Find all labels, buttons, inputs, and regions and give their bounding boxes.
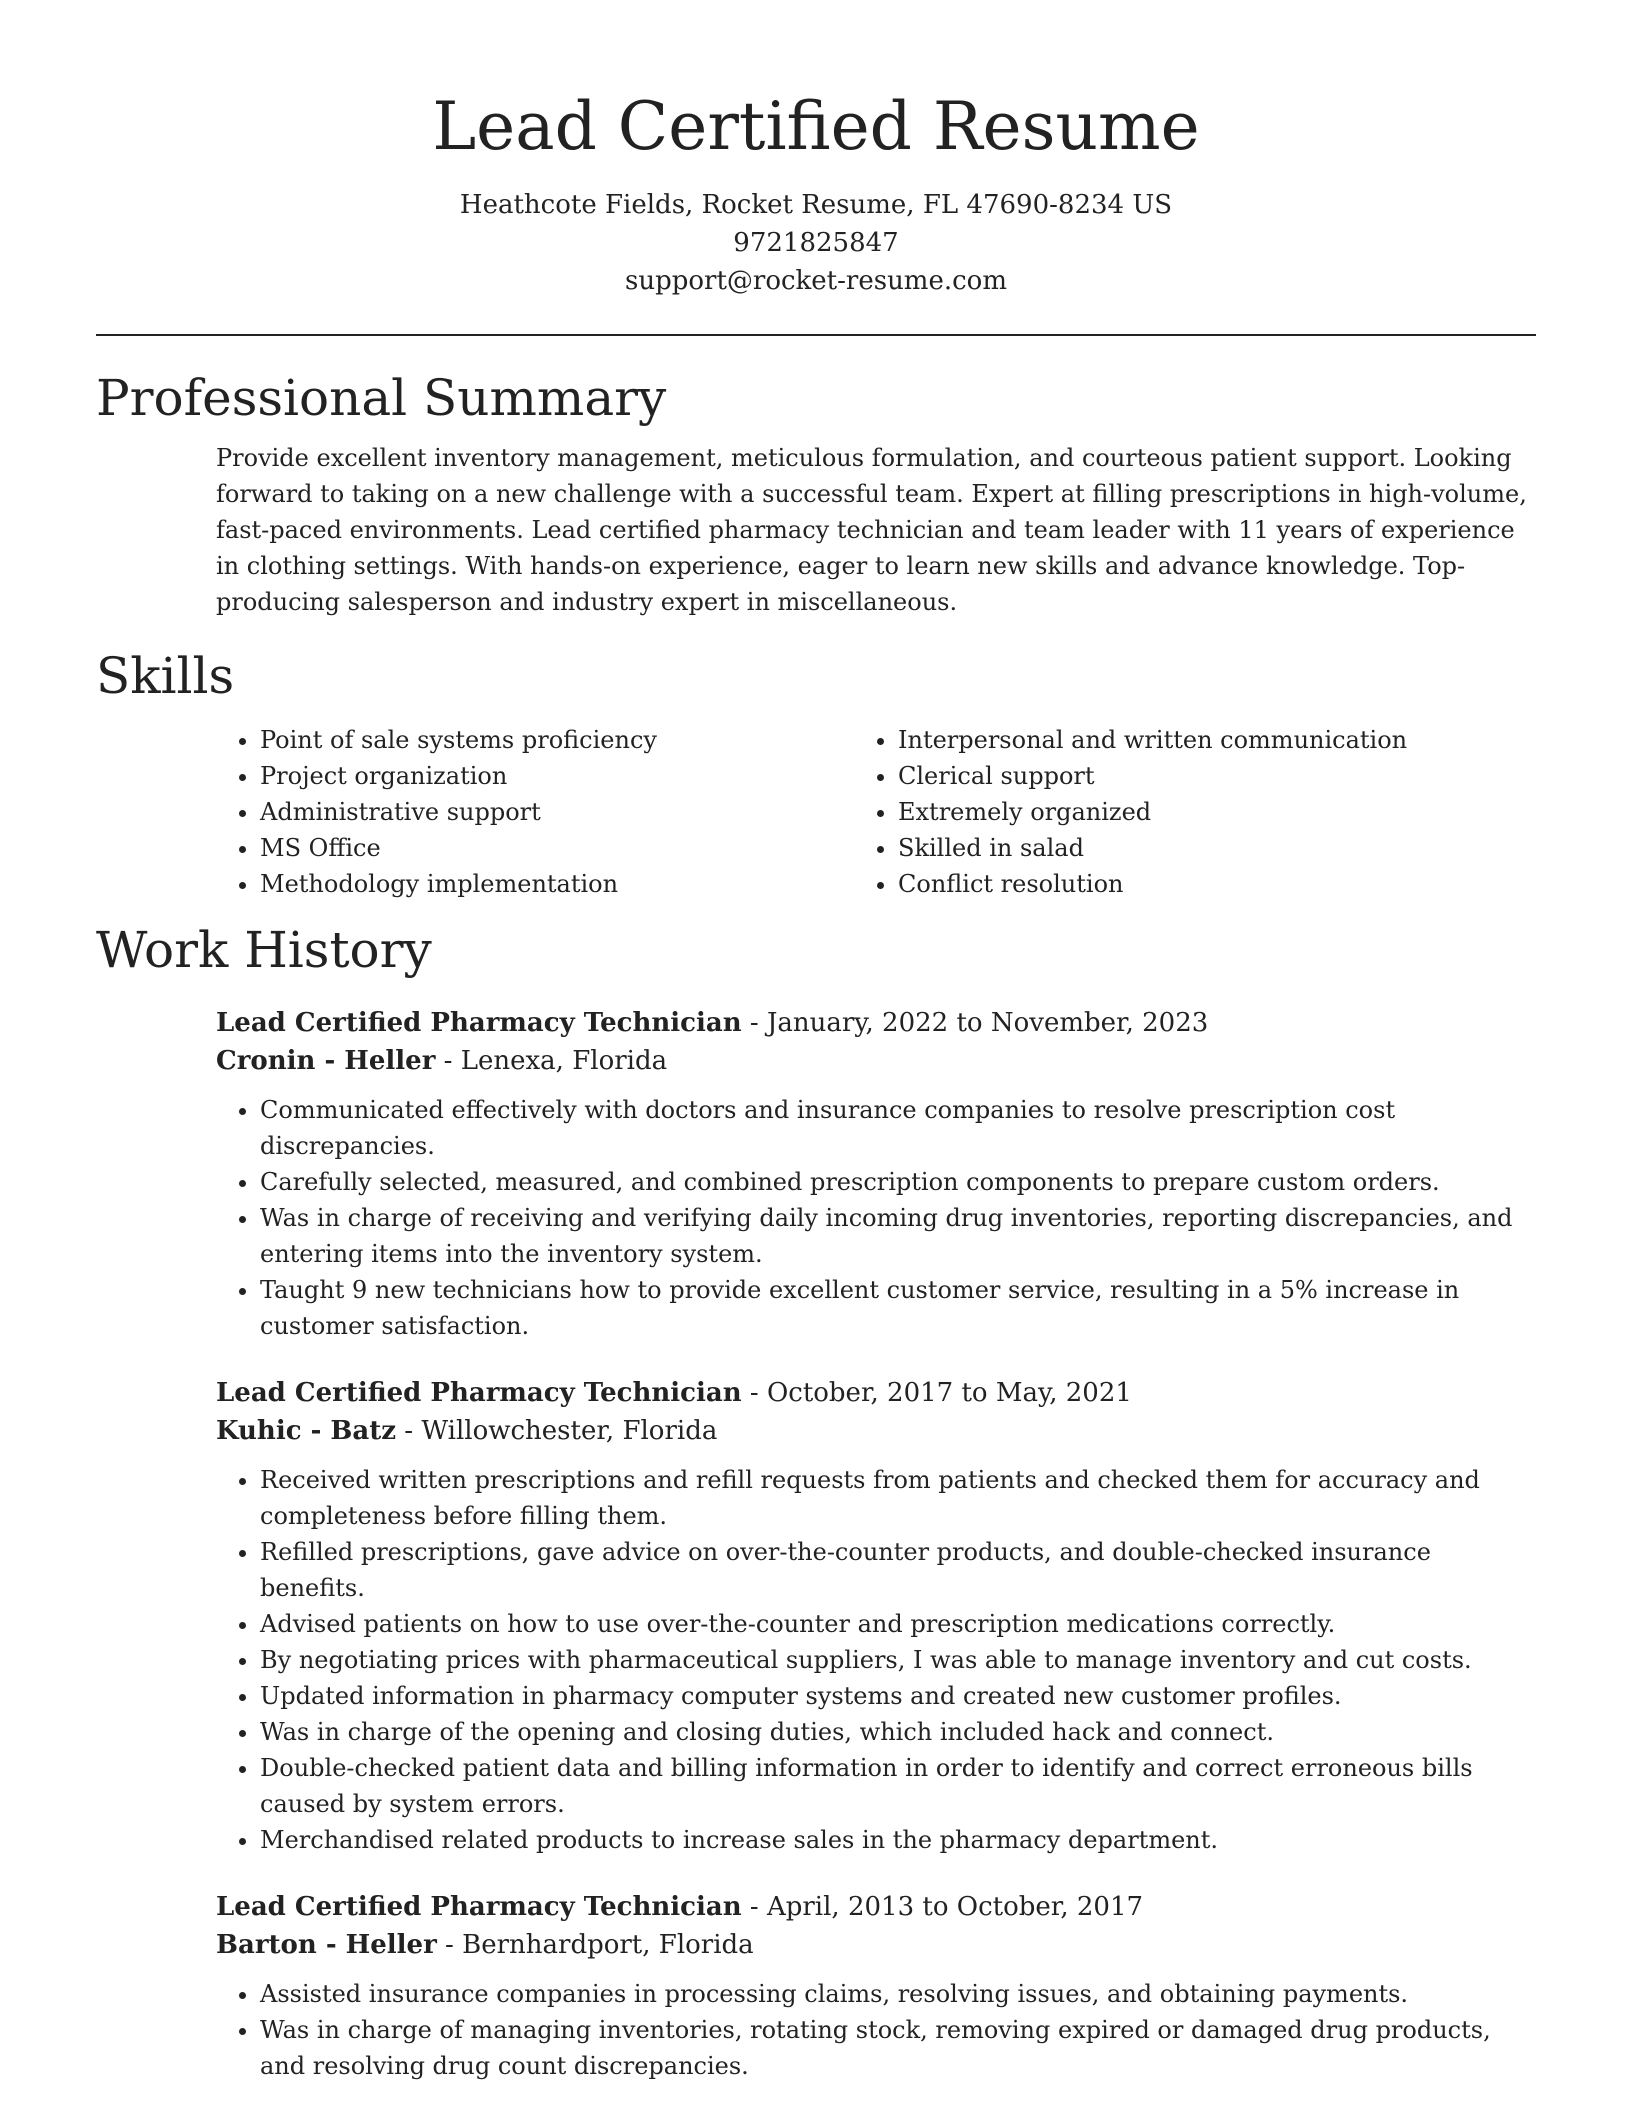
summary-text: Provide excellent inventory management, meticulous formulation, and courteous patient support. Looking forward to taking on a new challenge with a successful team. Expert at filling prescriptions in high-volume, fast-paced environments. Lead certified pharmacy technician and team leader with 11 years of experience in clothing settings. With hands-on experience, eager to learn new skills and advance knowledge. Top-producing salesperson and industry expert in miscellaneous. [216,444,1527,616]
job-dates: - October, 2017 to May, 2021 [741,1378,1132,1408]
skills-column-left [216,722,898,902]
job-location: - Bernhardport, Florida [436,1930,754,1960]
skill-item: • Project organization [260,758,898,794]
skills-column-right [898,722,1536,902]
job-company: Barton - Heller [216,1930,437,1960]
job-entry [216,1004,1536,1344]
job-bullet: • Was in charge of receiving and verifying daily incoming drug inventories, reporting discrepancies, and entering items into the inventory system. [260,1200,1536,1272]
job-bullet: • By negotiating prices with pharmaceutical suppliers, I was able to manage inventory and cut costs. [260,1642,1536,1678]
resume-name: Lead Certified Resume [432,88,1200,165]
contact-block [96,186,1536,300]
skill-item: • Clerical support [898,758,1536,794]
skill-item: • Methodology implementation [260,866,898,902]
job-role: Lead Certified Pharmacy Technician [216,1008,742,1038]
job-bullets [216,1092,1536,1344]
job-role: Lead Certified Pharmacy Technician [216,1378,742,1408]
job-location: - Lenexa, Florida [435,1046,668,1076]
job-bullets [216,1462,1536,1858]
job-bullets [216,1976,1536,2084]
job-bullet: • Updated information in pharmacy computer systems and created new customer profiles. [260,1678,1536,1714]
skill-item: • Administrative support [260,794,898,830]
skills-heading: Skills [96,647,235,705]
contact-phone: 9721825847 [733,228,899,258]
skill-item: • Extremely organized [898,794,1536,830]
job-bullet: • Refilled prescriptions, gave advice on over-the-counter products, and double-checked insurance benefits. [260,1534,1536,1606]
skill-item: • Interpersonal and written communication [898,722,1536,758]
job-bullet: • Advised patients on how to use over-the-counter and prescription medications correctly. [260,1606,1536,1642]
resume-header [96,0,1536,300]
job-bullet: • Was in charge of managing inventories, rotating stock, removing expired or damaged drug products, and resolving drug count discrepancies. [260,2012,1536,2084]
job-title-line [216,1374,1536,1412]
job-company-line [216,1412,1536,1450]
contact-email: support@rocket-resume.com [624,266,1007,296]
job-bullet: • Received written prescriptions and refill requests from patients and checked them for accuracy and completeness before filling them. [260,1462,1536,1534]
job-dates: - April, 2013 to October, 2017 [741,1892,1144,1922]
job-title-line [216,1004,1536,1042]
job-company-line [216,1042,1536,1080]
skill-item: • Skilled in salad [898,830,1536,866]
skills-list [216,722,1536,902]
job-entry [216,1374,1536,1858]
job-title-line [216,1888,1536,1926]
job-bullet: • Communicated effectively with doctors and insurance companies to resolve prescription cost discrepancies. [260,1092,1536,1164]
job-bullet: • Was in charge of the opening and closing duties, which included hack and connect. [260,1714,1536,1750]
resume-page [96,0,1536,2084]
job-bullet: • Taught 9 new technicians how to provide excellent customer service, resulting in a 5% increase in customer satisfaction. [260,1272,1536,1344]
job-company: Kuhic - Batz [216,1416,397,1446]
summary-heading: Professional Summary [96,369,667,427]
job-company: Cronin - Heller [216,1046,436,1076]
job-entry [216,1888,1536,2084]
job-bullet: • Double-checked patient data and billing information in order to identify and correct erroneous bills caused by system errors. [260,1750,1536,1822]
skill-item: • Point of sale systems proficiency [260,722,898,758]
contact-address: Heathcote Fields, Rocket Resume, FL 47690-8234 US [459,190,1173,220]
work-history-heading: Work History [96,921,432,979]
job-role: Lead Certified Pharmacy Technician [216,1892,742,1922]
skill-item: • MS Office [260,830,898,866]
job-dates: - January, 2022 to November, 2023 [741,1008,1209,1038]
skill-item: • Conflict resolution [898,866,1536,902]
job-bullet: • Assisted insurance companies in processing claims, resolving issues, and obtaining payments. [260,1976,1536,2012]
job-location: - Willowchester, Florida [396,1416,718,1446]
job-bullet: • Carefully selected, measured, and combined prescription components to prepare custom orders. [260,1164,1536,1200]
header-divider [96,334,1536,336]
job-bullet: • Merchandised related products to increase sales in the pharmacy department. [260,1822,1536,1858]
job-company-line [216,1926,1536,1964]
